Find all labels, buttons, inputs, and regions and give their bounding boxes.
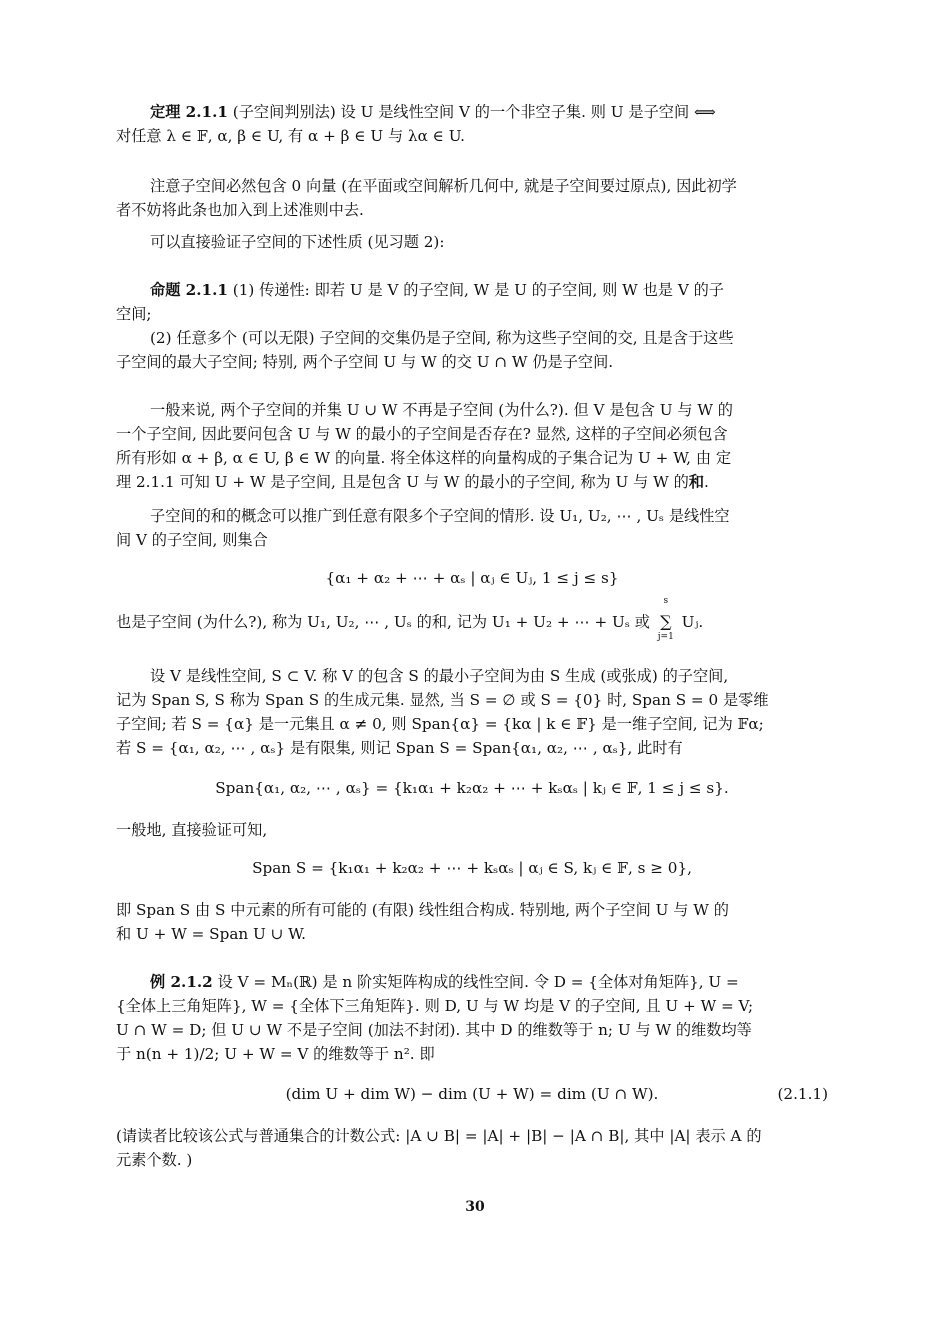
summation-upper-limit: s	[663, 596, 669, 606]
summation-symbol	[655, 596, 677, 642]
sum-paragraph-line1: 子空间的和的概念可以推广到任意有限多个子空间的情形. 设 U₁, U₂, ⋯ , Uₛ 是线性空	[150, 507, 730, 525]
summation-sign: ∑	[660, 612, 672, 631]
span-paragraph-line1: 设 V 是线性空间, S ⊂ V. 称 V 的包含 S 的最小子空间为由 S 生成 (或张成) 的子空间,	[150, 667, 729, 685]
union-paragraph-line4	[116, 470, 828, 494]
dimension-formula-row	[116, 1082, 828, 1106]
span-paragraph-line2: 记为 Span S, S 称为 Span S 的生成元集. 显然, 当 S = ∅ 或 S = {0} 时, Span S = 0 是零维	[116, 691, 769, 709]
theorem-text-line1: (子空间判别法) 设 U 是线性空间 V 的一个非空子集. 则 U 是子空间 ⟺	[227, 103, 716, 121]
dimension-formula: (dim U + dim W) − dim (U + W) = dim (U ∩ W).	[285, 1085, 659, 1103]
reader-note-line1: (请读者比较该公式与普通集合的计数公式: |A ∪ B| = |A| + |B| − |A ∩ B|, 其中 |A| 表示 A 的	[116, 1127, 762, 1145]
union-paragraph-line1: 一般来说, 两个子空间的并集 U ∪ W 不再是子空间 (为什么?). 但 V 是包含 U 与 W 的	[150, 401, 733, 419]
equation-number: (2.1.1)	[777, 1085, 828, 1103]
summation-term: Uⱼ.	[676, 613, 704, 631]
span-paragraph-line3: 子空间; 若 S = {α} 是一元集且 α ≠ 0, 则 Span{α} = {kα | k ∈ 𝔽} 是一维子空间, 记为 𝔽α;	[116, 715, 764, 733]
span-paragraph-line4: 若 S = {α₁, α₂, ⋯ , αₛ} 是有限集, 则记 Span S = Span{α₁, α₂, ⋯ , αₛ}, 此时有	[116, 739, 683, 757]
theorem-2-1-1	[116, 100, 828, 124]
reader-note-line2: 元素个数. )	[116, 1151, 193, 1169]
theorem-label: 定理 2.1.1	[150, 103, 228, 121]
verify-intro: 可以直接验证子空间的下述性质 (见习题 2):	[150, 233, 445, 251]
proposition-line1: (1) 传递性: 即若 U 是 V 的子空间, W 是 U 的子空间, 则 W 也是 V 的子	[227, 281, 724, 299]
note-zero-vector-line2: 者不妨将此条也加入到上述准则中去.	[116, 201, 364, 219]
span-conclusion-line2: 和 U + W = Span U ∪ W.	[116, 925, 306, 943]
example-line3: U ∩ W = D; 但 U ∪ W 不是子空间 (加法不封闭). 其中 D 的维数等于 n; U 与 W 的维数均等	[116, 1021, 752, 1039]
example-line4: 于 n(n + 1)/2; U + W = V 的维数等于 n². 即	[116, 1045, 435, 1063]
sum-paragraph-line2: 间 V 的子空间, 则集合	[116, 531, 268, 549]
union-line4-prefix: 理 2.1.1 可知 U + W 是子空间, 且是包含 U 与 W 的最小的子空间, 称为 U 与 W 的	[116, 473, 689, 491]
general-intro: 一般地, 直接验证可知,	[116, 821, 268, 839]
summation-lower-limit: j=1	[657, 632, 674, 642]
proposition-line2: 空间;	[116, 305, 152, 323]
proposition-line4: 子空间的最大子空间; 特别, 两个子空间 U 与 W 的交 U ∩ W 仍是子空间.	[116, 353, 614, 371]
theorem-text-line2: 对任意 λ ∈ 𝔽, α, β ∈ U, 有 α + β ∈ U 与 λα ∈ U.	[116, 127, 465, 145]
example-label: 例 2.1.2	[150, 973, 213, 991]
sum-notation-line	[116, 596, 828, 650]
proposition-label: 命题 2.1.1	[150, 281, 228, 299]
sum-set-formula: {α₁ + α₂ + ⋯ + αₛ | αⱼ ∈ Uⱼ, 1 ≤ j ≤ s}	[325, 569, 619, 587]
span-general-formula: Span S = {k₁α₁ + k₂α₂ + ⋯ + kₛαₛ | αⱼ ∈ S, kⱼ ∈ 𝔽, s ≥ 0},	[252, 859, 692, 877]
span-conclusion-line1: 即 Span S 由 S 中元素的所有可能的 (有限) 线性组合构成. 特别地, 两个子空间 U 与 W 的	[116, 901, 729, 919]
example-2-1-2	[116, 970, 828, 994]
union-line4-suffix: .	[704, 473, 709, 491]
span-finite-formula: Span{α₁, α₂, ⋯ , αₛ} = {k₁α₁ + k₂α₂ + ⋯ + kₛαₛ | kⱼ ∈ 𝔽, 1 ≤ j ≤ s}.	[215, 779, 729, 797]
example-line1: 设 V = Mₙ(ℝ) 是 n 阶实矩阵构成的线性空间. 令 D = {全体对角矩阵}, U =	[212, 973, 739, 991]
proposition-line3: (2) 任意多个 (可以无限) 子空间的交集仍是子空间, 称为这些子空间的交, 且是含于这些	[150, 329, 734, 347]
page-number: 30	[465, 1199, 485, 1215]
note-zero-vector-line1: 注意子空间必然包含 0 向量 (在平面或空间解析几何中, 就是子空间要过原点), 因此初学	[150, 177, 737, 195]
union-paragraph-line2: 一个子空间, 因此要问包含 U 与 W 的最小的子空间是否存在? 显然, 这样的子空间必须包含	[116, 425, 728, 443]
sum-term-bold: 和	[688, 473, 704, 491]
example-line2: {全体上三角矩阵}, W = {全体下三角矩阵}. 则 D, U 与 W 均是 V 的子空间, 且 U + W = V;	[116, 997, 754, 1015]
union-paragraph-line3: 所有形如 α + β, α ∈ U, β ∈ W 的向量. 将全体这样的向量构成的子集合记为 U + W, 由 定	[116, 449, 732, 467]
sum-notation-text: 也是子空间 (为什么?), 称为 U₁, U₂, ⋯ , Uₛ 的和, 记为 U₁ + U₂ + ⋯ + Uₛ 或	[116, 613, 650, 631]
proposition-2-1-1	[116, 278, 828, 302]
